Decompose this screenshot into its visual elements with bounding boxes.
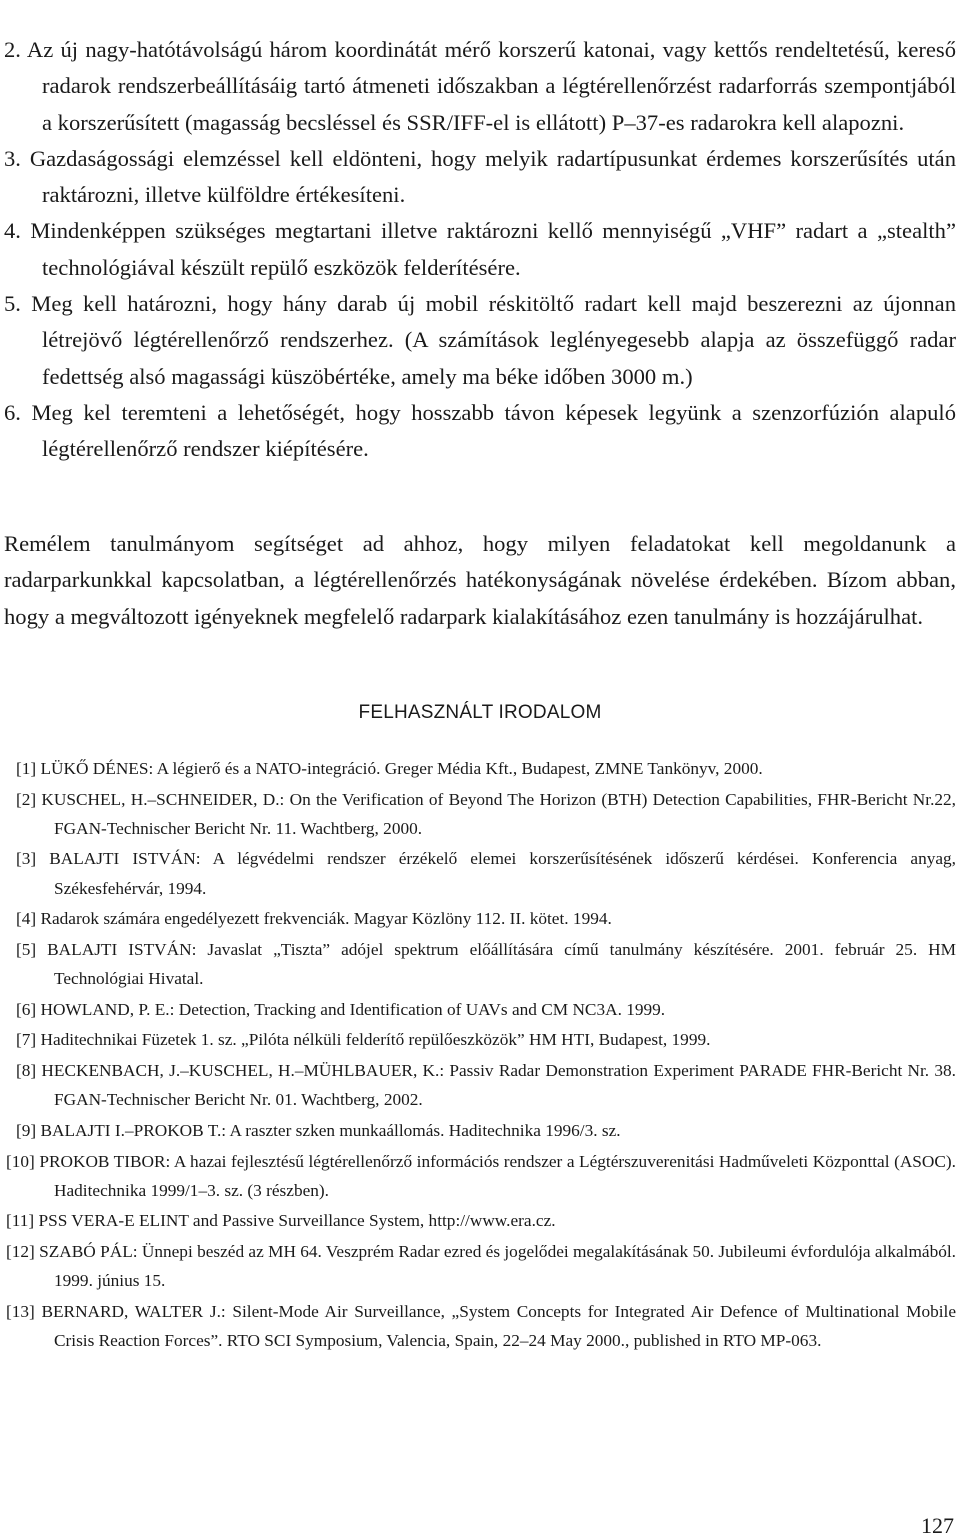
bibliography-entry: [9] BALAJTI I.–PROKOB T.: A raszter szken munkaállomás. Haditechnika 1996/3. sz. bbox=[16, 1120, 621, 1140]
bibliography-entry: [11] PSS VERA-E ELINT and Passive Surveillance System, http://www.era.cz. bbox=[6, 1211, 556, 1231]
closing-paragraph: Remélem tanulmányom segítséget ad ahhoz, hogy milyen feladatokat kell megoldanunk a radarparkunkkal kapcsolatban, a légtérellenőrzés hatékonyságának növelése érdekében. Bízom abban, hogy a megváltozott igényeknek megfelelő radarpark kialakításához ezen tanulmány is hozzájárulhat. bbox=[4, 531, 956, 629]
bibliography-entry: [1] LÜKŐ DÉNES: A légierő és a NATO-integráció. Greger Média Kft., Budapest, ZMNE Tankönyv, 2000. bbox=[16, 759, 763, 778]
bibliography-entry: [8] HECKENBACH, J.–KUSCHEL, H.–MÜHLBAUER, K.: Passiv Radar Demonstration Experiment PARADE FHR-Bericht Nr. 38. FGAN-Technischer Bericht Nr. 01. Wachtberg, 2002. bbox=[16, 1061, 956, 1110]
bibliography-list bbox=[4, 754, 956, 1357]
bibliography-entry: [3] BALAJTI ISTVÁN: A légvédelmi rendszer érzékelő elemei korszerűsítésének időszerű kérdései. Konferencia anyag, Székesfehérvár, 1994. bbox=[16, 849, 956, 898]
list-item: 5. Meg kell határozni, hogy hány darab új mobil réskitöltő radart kell majd beszerezni az újonnan létrejövő légtérellenőrző rendszerhez. (A számítások leglényegesebb alapja az összefüggő radar fedettség alsó magassági küszöbértéke, amely ma béke időben 3000 m.) bbox=[4, 291, 956, 389]
numbered-conclusions-list bbox=[4, 32, 956, 468]
bibliography-heading: FELHASZNÁLT IRODALOM bbox=[358, 702, 602, 723]
bibliography-entry: [10] PROKOB TIBOR: A hazai fejlesztésű légtérellenőrző információs rendszer a Légtérszuverenitási Hadműveleti Központtal (ASOC). Haditechnika 1999/1–3. sz. (3 részben). bbox=[6, 1151, 956, 1200]
bibliography-entry: [6] HOWLAND, P. E.: Detection, Tracking and Identification of UAVs and CM NC3A. 1999. bbox=[16, 999, 666, 1019]
bibliography-entry: [5] BALAJTI ISTVÁN: Javaslat „Tiszta” adójel spektrum előállítására című tanulmány készítésére. 2001. február 25. HM Technológiai Hivatal. bbox=[16, 939, 956, 989]
bibliography-entry: [12] SZABÓ PÁL: Ünnepi beszéd az MH 64. Veszprém Radar ezred és jogelődei megalakításának 50. Jubileumi évfordulója alkalmából. 1999. június 15. bbox=[6, 1242, 956, 1291]
list-item: 6. Meg kel teremteni a lehetőségét, hogy hosszabb távon képesek legyünk a szenzorfúzión alapuló légtérellenőrző rendszer kiépítésére. bbox=[4, 399, 956, 462]
bibliography-entry: [4] Radarok számára engedélyezett frekvenciák. Magyar Közlöny 112. II. kötet. 1994. bbox=[16, 909, 612, 929]
list-item: 2. Az új nagy-hatótávolságú három koordinátát mérő korszerű katonai, vagy kettős rendeltetésű, kereső radarok rendszerbeállításáig tartó átmeneti időszakban a légtérellenőrzést radarforrás szempontjából a korszerűsített (magasság becsléssel és SSR/IFF-el is ellátott) P–37-es radarokra kell alapozni. bbox=[4, 37, 956, 135]
bibliography-entry: [2] KUSCHEL, H.–SCHNEIDER, D.: On the Verification of Beyond The Horizon (BTH) Detection Capabilities, FHR-Bericht Nr.22, FGAN-Technischer Bericht Nr. 11. Wachtberg, 2000. bbox=[16, 789, 956, 838]
bibliography-entry: [13] BERNARD, WALTER J.: Silent-Mode Air Surveillance, „System Concepts for Integrated Air Defence of Multinational Mobile Crisis Reaction Forces”. RTO SCI Symposium, Valencia, Spain, 22–24 May 2000., published in RTO MP-063. bbox=[6, 1301, 956, 1350]
page-number: 127 bbox=[921, 1513, 954, 1538]
bibliography-entry: [7] Haditechnikai Füzetek 1. sz. „Pilóta nélküli felderítő repülőeszközök” HM HTI, Budapest, 1999. bbox=[16, 1030, 711, 1050]
list-item: 3. Gazdaságossági elemzéssel kell eldönteni, hogy melyik radartípusunkat érdemes korszerűsítés után raktározni, illetve külföldre értékesíteni. bbox=[4, 145, 956, 208]
list-item: 4. Mindenképpen szükséges megtartani illetve raktározni kellő mennyiségű „VHF” radart a „stealth” technológiával készült repülő eszközök felderítésére. bbox=[4, 218, 956, 280]
